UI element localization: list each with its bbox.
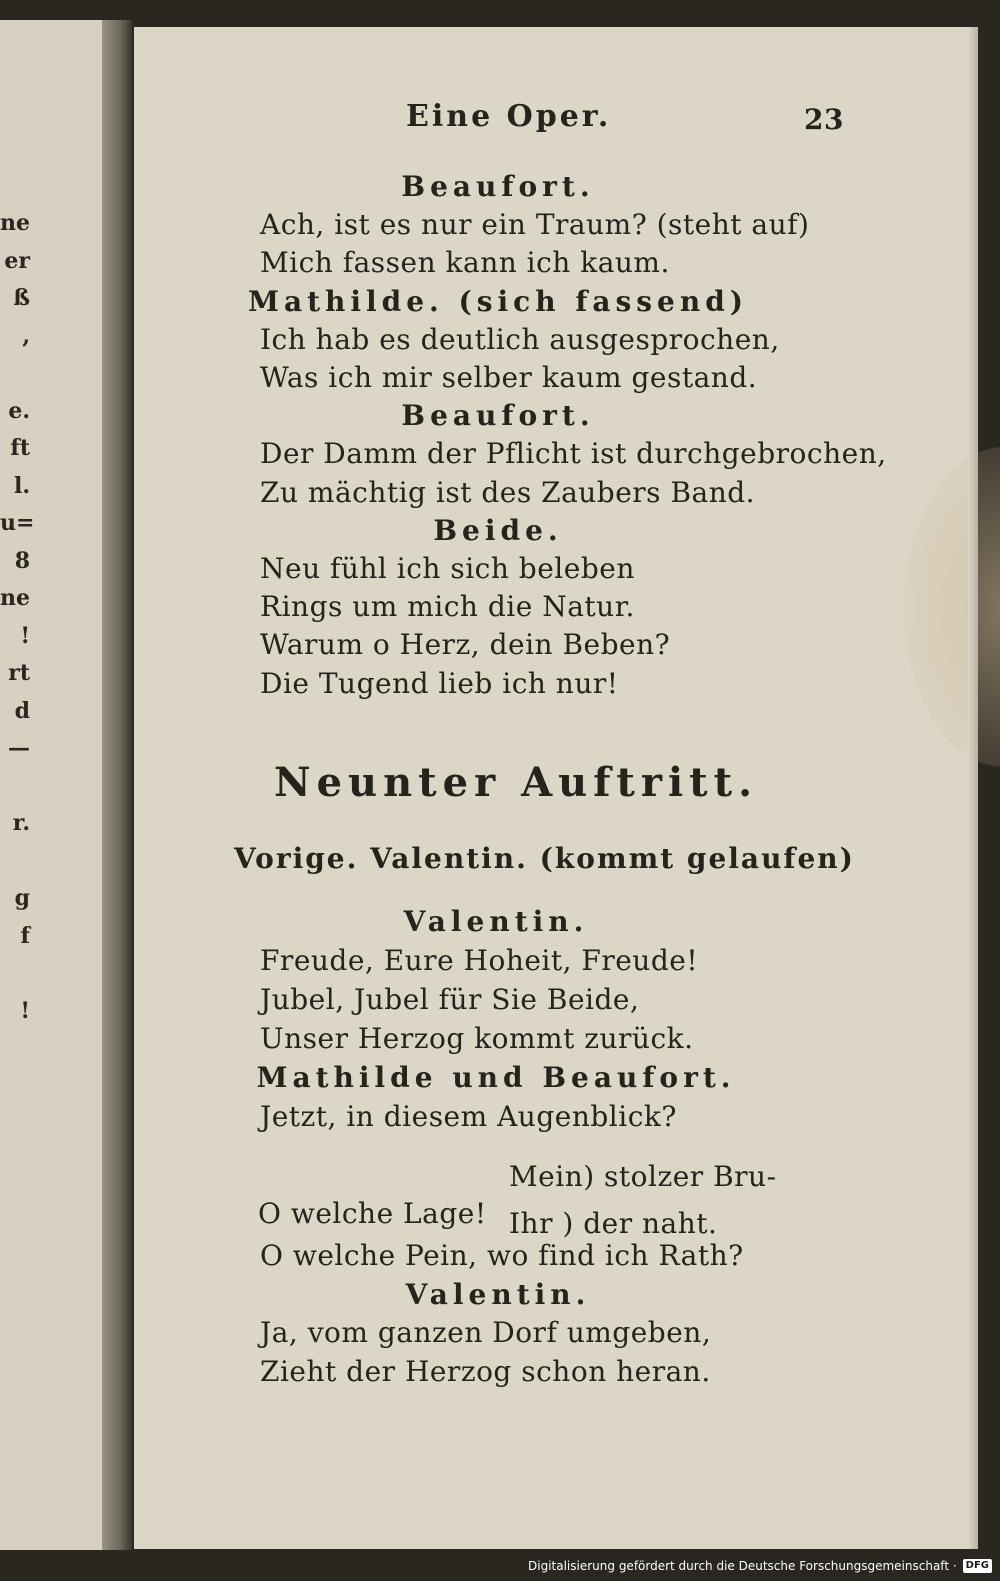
- speaker-name: Beaufort.: [401, 399, 595, 433]
- verse-line: Ach, ist es nur ein Traum? (steht auf): [260, 208, 810, 242]
- verse-line: Jetzt, in diesem Augenblick?: [260, 1100, 677, 1133]
- left-page: [0, 20, 112, 1550]
- left-fragment: [0, 955, 30, 993]
- verse-line: Der Damm der Pflicht ist durchgebrochen,: [260, 437, 887, 471]
- left-fragment: [0, 355, 30, 393]
- scene-title: Neunter Auftritt.: [274, 759, 759, 806]
- dfg-logo: DFG: [963, 1559, 992, 1573]
- left-fragment: ft: [10, 435, 30, 461]
- verse-line: Zieht der Herzog schon heran.: [260, 1354, 711, 1388]
- page-edge: [968, 27, 978, 1549]
- verse-line: Die Tugend lieb ich nur!: [260, 666, 619, 700]
- verse-line: Ich hab es deutlich ausgesprochen,: [260, 322, 780, 356]
- left-fragment: [0, 768, 30, 806]
- right-page: [134, 27, 968, 1549]
- verse-line: O welche Pein, wo find ich Rath?: [260, 1239, 744, 1272]
- running-head: Eine Oper.: [406, 99, 612, 134]
- brace-left-text: O welche Lage!: [258, 1197, 487, 1230]
- verse-line: Neu fühl ich sich beleben: [260, 552, 635, 585]
- brace-right-top-text: Mein) stolzer Bru-: [509, 1160, 777, 1193]
- speaker-name: Beide.: [433, 513, 563, 547]
- brace-right-bottom-text: Ihr ) der naht.: [509, 1207, 718, 1240]
- left-fragment: u=: [0, 510, 35, 536]
- left-fragment: f: [20, 922, 30, 949]
- left-fragment: rt: [8, 660, 30, 686]
- verse-line: Warum o Herz, dein Beben?: [260, 628, 671, 662]
- left-fragment: g: [14, 885, 30, 911]
- footer-text: Digitalisierung gefördert durch die Deutsche Forschungsgemeinschaft ·: [528, 1559, 957, 1573]
- left-fragment: !: [20, 622, 30, 649]
- left-fragment: ne: [0, 585, 30, 611]
- verse-line: Ja, vom ganzen Dorf umgeben,: [260, 1316, 712, 1349]
- page-text: [134, 27, 968, 1549]
- book-gutter: [102, 20, 132, 1550]
- left-fragment: d: [14, 697, 30, 724]
- left-fragment: l.: [13, 472, 30, 499]
- left-fragment: !: [20, 997, 30, 1024]
- scene-cast: Vorige. Valentin. (kommt gelaufen): [234, 842, 855, 875]
- verse-line: Mich fassen kann ich kaum.: [260, 246, 670, 280]
- speaker-name: Beaufort.: [401, 170, 595, 203]
- verse-line: Was ich mir selber kaum gestand.: [260, 361, 758, 394]
- left-fragment: [0, 843, 30, 881]
- speaker-name: Mathilde und Beaufort.: [256, 1061, 736, 1094]
- left-fragment: ß: [13, 285, 30, 311]
- left-fragment: ,: [22, 322, 30, 349]
- verse-line: Freude, Eure Hoheit, Freude!: [260, 944, 699, 977]
- speaker-name: Valentin.: [403, 905, 589, 938]
- left-fragment: —: [8, 735, 30, 761]
- left-fragment: ne: [0, 210, 30, 236]
- verse-line: Rings um mich die Natur.: [260, 590, 635, 624]
- left-fragment: 8: [14, 547, 30, 574]
- speaker-name: Valentin.: [405, 1277, 591, 1311]
- verse-line: Jubel, Jubel für Sie Beide,: [260, 983, 640, 1016]
- speaker-name: Mathilde. (sich fassend): [247, 284, 749, 318]
- left-page-text-fragments: [0, 205, 35, 1030]
- left-fragment: e.: [8, 397, 30, 424]
- left-fragment: r.: [12, 810, 30, 836]
- digitization-footer: [528, 1556, 992, 1576]
- left-fragment: er: [4, 247, 30, 274]
- verse-line: Unser Herzog kommt zurück.: [260, 1022, 694, 1055]
- verse-line: Zu mächtig ist des Zaubers Band.: [260, 475, 756, 509]
- page-number: 23: [804, 103, 844, 136]
